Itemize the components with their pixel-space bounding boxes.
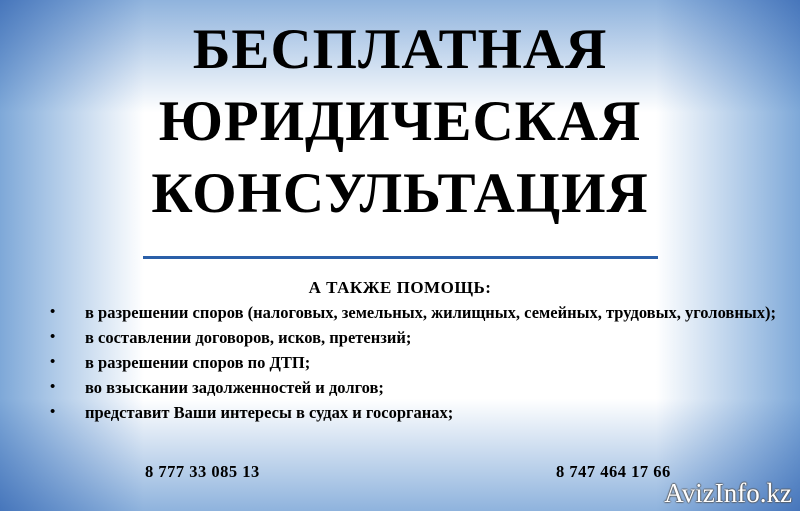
list-item bbox=[28, 327, 786, 348]
list-item bbox=[28, 352, 786, 373]
bullet-icon: • bbox=[50, 404, 56, 420]
bullet-icon: • bbox=[50, 379, 56, 395]
list-item bbox=[28, 402, 786, 423]
headline-line-1: БЕСПЛАТНАЯ bbox=[192, 18, 608, 81]
divider bbox=[143, 256, 658, 259]
bullet-icon: • bbox=[50, 329, 56, 345]
headline-line-2: ЮРИДИЧЕСКАЯ bbox=[158, 90, 642, 153]
subheading: А ТАКЖЕ ПОМОЩЬ: bbox=[308, 278, 492, 297]
list-item bbox=[28, 377, 786, 398]
list-item-label: представит Ваши интересы в судах и госорганах; bbox=[85, 403, 454, 422]
services-list bbox=[28, 302, 786, 427]
phone-number-primary: 8 777 33 085 13 bbox=[145, 462, 260, 481]
list-item-label: в составлении договоров, исков, претензий; bbox=[85, 328, 412, 347]
list-item-label: в разрешении споров по ДТП; bbox=[85, 353, 311, 372]
bullet-icon: • bbox=[50, 354, 56, 370]
headline-line-3: КОНСУЛЬТАЦИЯ bbox=[151, 162, 649, 225]
phone-number-secondary: 8 747 464 17 66 bbox=[556, 462, 671, 481]
list-item-label: во взыскании задолженностей и долгов; bbox=[85, 378, 384, 397]
watermark: AvizInfo.kz bbox=[664, 478, 792, 508]
page-title bbox=[0, 14, 800, 230]
list-item bbox=[28, 302, 786, 323]
list-item-label: в разрешении споров (налоговых, земельных, жилищных, семейных, трудовых, уголовных); bbox=[85, 303, 776, 322]
bullet-icon: • bbox=[50, 304, 56, 320]
